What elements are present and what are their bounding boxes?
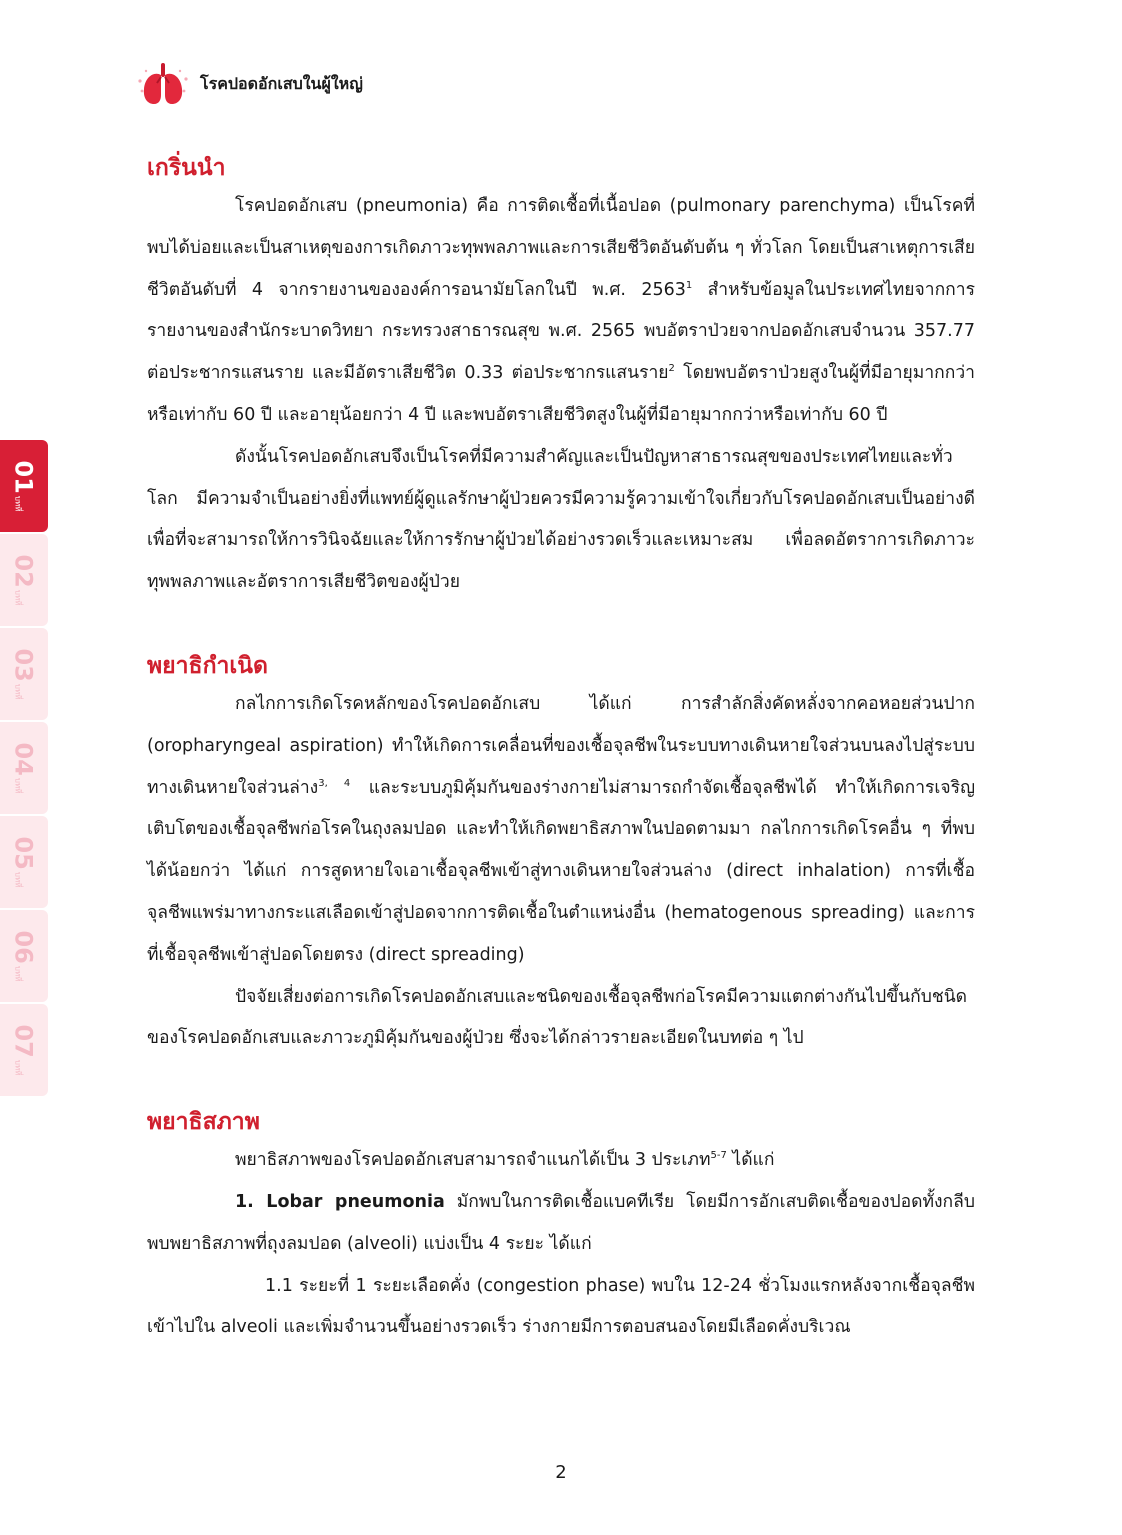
chapter-tab-word: บทที่ [14,683,23,700]
page-content [147,150,975,1349]
book-title: โรคปอดอักเสบในผู้ใหญ่ [200,73,363,93]
citation: 3, 4 [318,777,351,789]
pathology-text: มักพบในการติดเชื้อแบคทีเรีย โดยมีการอักเสบติดเชื้อของปอดทั้งกลีบ พบพยาธิสภาพที่ถุงลมปอด (alveoli) แบ่งเป็น 4 ระยะ ได้แก่ [147,1191,975,1254]
chapter-tab-number: 01 [10,460,38,494]
chapter-tab-word: บทที่ [14,777,23,794]
chapter-tab-number: 03 [10,648,38,682]
chapter-tab-05[interactable] [0,816,48,908]
intro-text-a: โรคปอดอักเสบ (pneumonia) คือ การติดเชื้อที่เนื้อปอด (pulmonary parenchyma) เป็นโรคที่พบได้บ่อยและเป็นสาเหตุของการเกิดภาวะทุพพลภาพและการเสียชีวิตอันดับต้น ๆ ทั่วโลก โดยเป็นสาเหตุการเสียชีวิตอันดับที่ 4 จากรายงานขององค์การอนามัยโลกในปี พ.ศ. 2563 [147,196,975,300]
citation: 1 [685,279,693,291]
pathology-paragraph-1 [147,1140,975,1182]
chapter-tab-number: 02 [10,554,38,588]
chapter-tab-06[interactable] [0,910,48,1002]
intro-paragraph-1 [147,186,975,437]
chapter-tab-03[interactable] [0,628,48,720]
pathogenesis-paragraph-1 [147,684,975,977]
section-heading-intro: เกริ่นนำ [147,155,226,181]
chapter-tab-01[interactable] [0,440,48,532]
chapter-tab-04[interactable] [0,722,48,814]
intro-text-c: โดยพบอัตราป่วยสูงในผู้ที่มีอายุมากกว่าหรือเท่ากับ 60 ปี และอายุน้อยกว่า 4 ปี และพบอัตราเสียชีวิตสูงในผู้ที่มีอายุมากกว่าหรือเท่ากับ 60 ปี [147,363,975,425]
pathology-paragraph-2 [147,1182,975,1266]
chapter-tab-number: 07 [10,1024,38,1058]
chapter-tab-word: บทที่ [14,871,23,888]
pathology-term: 1. Lobar pneumonia [235,1191,445,1212]
chapter-tab-word: บทที่ [14,589,23,606]
citation: 2 [668,363,675,375]
citation: 5-7 [710,1150,727,1162]
pathology-paragraph-3: 1.1 ระยะที่ 1 ระยะเลือดคั่ง (congestion phase) พบใน 12-24 ชั่วโมงแรกหลังจากเชื้อจุลชีพเข้าไปใน alveoli และเพิ่มจำนวนขึ้นอย่างรวดเร็ว ร่างกายมีการตอบสนองโดยมีเลือดคั่งบริเวณ [147,1275,975,1338]
pathogenesis-text-b: และระบบภูมิคุ้มกันของร่างกายไม่สามารถกำจัดเชื้อจุลชีพได้ ทำให้เกิดการเจริญเติบโตของเชื้อจุลชีพก่อโรคในถุงลมปอด และทำให้เกิดพยาธิสภาพในปอดตามมา กลไกการเกิดโรคอื่น ๆ ที่พบได้น้อยกว่า ได้แก่ การสูดหายใจเอาเชื้อจุลชีพเข้าสู่ทางเดินหายใจส่วนล่าง (direct inhalation) การที่เชื้อจุลชีพแพร่มาทางกระแสเลือดเข้าสู่ปอดจากการติดเชื้อในตำแหน่งอื่น (hematogenous spreading) และการที่เชื้อจุลชีพเข้าสู่ปอดโดยตรง (direct spreading) [147,777,975,965]
pathology-text-a: พยาธิสภาพของโรคปอดอักเสบสามารถจำแนกได้เป็น 3 ประเภท [235,1150,711,1171]
section-heading-pathogenesis: พยาธิกำเนิด [147,652,268,679]
pathology-text-b: ได้แก่ [726,1150,775,1171]
chapter-tab-word: บทที่ [14,965,23,982]
chapter-tab-word: บทที่ [14,1059,23,1076]
lungs-icon [136,61,190,107]
intro-paragraph-2: ดังนั้นโรคปอดอักเสบจึงเป็นโรคที่มีความสำคัญและเป็นปัญหาสาธารณสุขของประเทศไทยและทั่วโลก มีความจำเป็นอย่างยิ่งที่แพทย์ผู้ดูแลรักษาผู้ป่วยควรมีความรู้ความเข้าใจเกี่ยวกับโรคปอดอักเสบเป็นอย่างดี เพื่อที่จะสามารถให้การวินิจฉัยและให้การรักษาผู้ป่วยได้อย่างรวดเร็วและเหมาะสม เพื่อลดอัตราการเกิดภาวะทุพพลภาพและอัตราการเสียชีวิตของผู้ป่วย [147,446,975,593]
chapter-tab-number: 04 [10,742,38,776]
chapter-tab-number: 06 [10,930,38,964]
page-header [136,60,363,108]
chapter-tab-02[interactable] [0,534,48,626]
page-number: 2 [555,1462,567,1483]
chapter-tab-word: บทที่ [14,495,23,512]
chapter-tab-07[interactable] [0,1004,48,1096]
chapter-tab-number: 05 [10,836,38,870]
section-heading-pathology: พยาธิสภาพ [147,1109,260,1136]
pathogenesis-paragraph-2: ปัจจัยเสี่ยงต่อการเกิดโรคปอดอักเสบและชนิดของเชื้อจุลชีพก่อโรคมีความแตกต่างกันไปขึ้นกับชนิดของโรคปอดอักเสบและภาวะภูมิคุ้มกันของผู้ป่วย ซึ่งจะได้กล่าวรายละเอียดในบทต่อ ๆ ไป [147,986,968,1049]
intro-text-b: สำหรับข้อมูลในประเทศไทยจากการรายงานของสำนักระบาดวิทยา กระทรวงสาธารณสุข พ.ศ. 2565 พบอัตราป่วยจากปอดอักเสบจำนวน 357.77 ต่อประชากรแสนราย และมีอัตราเสียชีวิต 0.33 ต่อประชากรแสนราย [147,279,975,384]
chapter-tabs [0,440,48,1098]
pathogenesis-text-a: กลไกการเกิดโรคหลักของโรคปอดอักเสบ ได้แก่ การสำลักสิ่งคัดหลั่งจากคอหอยส่วนปาก (oropharyngeal aspiration) ทำให้เกิดการเคลื่อนที่ของเชื้อจุลชีพในระบบทางเดินหายใจส่วนบนลงไปสู่ระบบทางเดินหายใจส่วนล่าง [147,693,975,798]
